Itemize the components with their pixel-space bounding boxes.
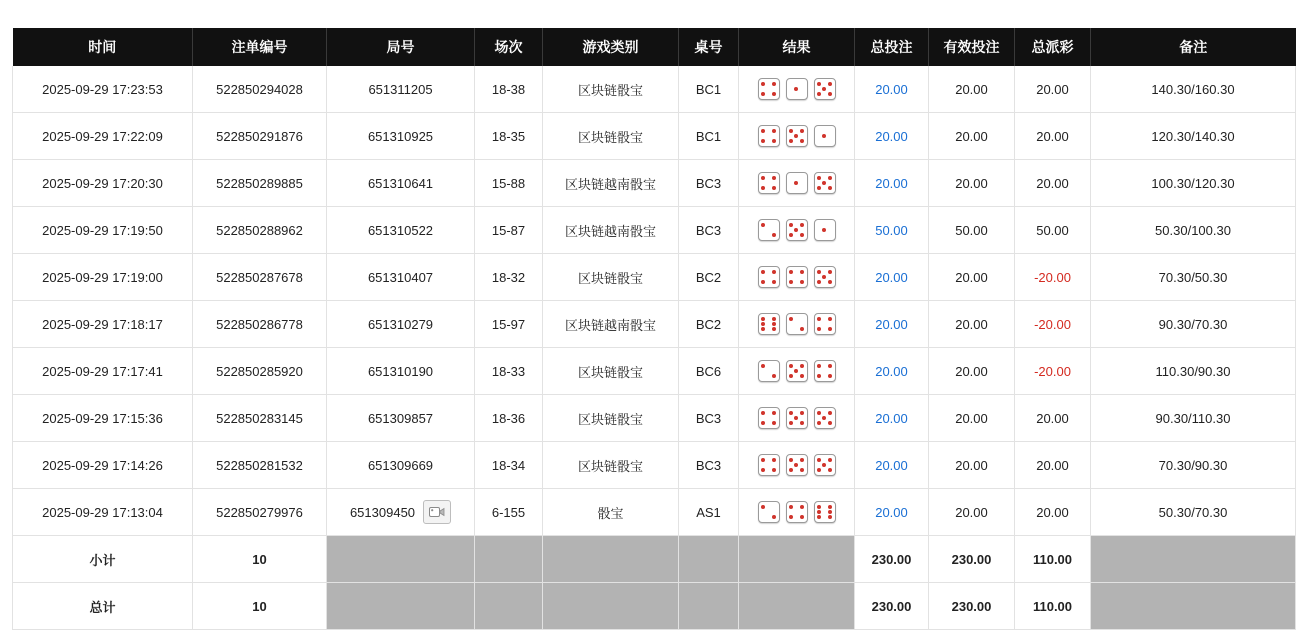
cell-round-no [327,348,475,395]
cell-total-bet [855,113,929,160]
die-face-4 [786,501,808,523]
cell-valid-bet: 20.00 [929,301,1015,348]
table-header-row [13,28,1296,66]
column-header-remark[interactable]: 备注 [1091,28,1296,66]
cell-game-type: 区块链骰宝 [543,348,679,395]
dice-group [743,172,850,194]
die-face-5 [786,125,808,147]
cell-total-bet [855,348,929,395]
cell-time: 2025-09-29 17:19:50 [13,207,193,254]
cell-remark: 70.30/90.30 [1091,442,1296,489]
column-header-time[interactable]: 时间 [13,28,193,66]
die-face-1 [786,172,808,194]
summary-blank-cell [543,536,679,583]
die-face-4 [758,125,780,147]
cell-result [739,348,855,395]
cell-session: 18-33 [475,348,543,395]
cell-total-bet [855,207,929,254]
cell-game-type: 区块链骰宝 [543,254,679,301]
cell-remark: 110.30/90.30 [1091,348,1296,395]
cell-valid-bet: 20.00 [929,254,1015,301]
cell-session: 15-88 [475,160,543,207]
die-face-1 [814,219,836,241]
cell-total-payout [1015,442,1091,489]
cell-total-payout [1015,489,1091,536]
cell-round-no [327,442,475,489]
cell-game-type: 区块链越南骰宝 [543,207,679,254]
cell-round-no [327,160,475,207]
cell-time: 2025-09-29 17:14:26 [13,442,193,489]
summary-blank-cell [543,583,679,630]
cell-total-bet [855,489,929,536]
cell-total-payout [1015,395,1091,442]
die-face-2 [786,313,808,335]
round-no-text: 651310279 [367,316,434,332]
dice-group [743,266,850,288]
die-face-4 [786,266,808,288]
video-icon[interactable] [423,500,451,524]
die-face-5 [814,454,836,476]
die-face-4 [758,407,780,429]
die-face-5 [814,407,836,429]
cell-bet-no: 522850291876 [193,113,327,160]
cell-remark: 50.30/100.30 [1091,207,1296,254]
summary-valid-bet: 230.00 [929,536,1015,583]
cell-result [739,160,855,207]
cell-table-no: BC3 [679,395,739,442]
summary-blank-cell [679,536,739,583]
column-header-session[interactable]: 场次 [475,28,543,66]
cell-session: 18-34 [475,442,543,489]
die-face-5 [786,407,808,429]
die-face-4 [758,78,780,100]
total-payout-value: -20.00 [1034,316,1071,332]
round-no-wrap [331,223,470,238]
summary-total-payout: 110.00 [1015,583,1091,630]
cell-total-payout [1015,301,1091,348]
cell-bet-no: 522850283145 [193,395,327,442]
die-face-5 [786,454,808,476]
dice-group [743,501,850,523]
total-payout-value: 20.00 [1036,504,1069,520]
cell-total-payout [1015,113,1091,160]
cell-total-bet [855,395,929,442]
round-no-text: 651310641 [367,175,434,191]
cell-time: 2025-09-29 17:15:36 [13,395,193,442]
total-bet-value: 20.00 [875,269,908,285]
table-row [13,442,1296,489]
cell-total-payout [1015,348,1091,395]
die-face-1 [786,78,808,100]
cell-time: 2025-09-29 17:20:30 [13,160,193,207]
die-face-4 [758,266,780,288]
dice-group [743,360,850,382]
cell-session: 18-32 [475,254,543,301]
total-bet-value: 20.00 [875,363,908,379]
cell-session: 18-38 [475,66,543,113]
cell-valid-bet: 50.00 [929,207,1015,254]
round-no-wrap [331,411,470,426]
die-face-2 [758,501,780,523]
cell-total-payout [1015,207,1091,254]
summary-valid-bet: 230.00 [929,583,1015,630]
summary-count: 10 [193,536,327,583]
cell-result [739,489,855,536]
summary-count: 10 [193,583,327,630]
cell-game-type: 区块链越南骰宝 [543,160,679,207]
summary-blank-cell [679,583,739,630]
total-payout-value: 20.00 [1036,175,1069,191]
round-no-text: 651310190 [367,363,434,379]
table-row [13,301,1296,348]
cell-bet-no: 522850288962 [193,207,327,254]
table-row [13,395,1296,442]
total-bet-value: 20.00 [875,504,908,520]
cell-total-payout [1015,254,1091,301]
cell-total-bet [855,301,929,348]
cell-game-type: 骰宝 [543,489,679,536]
cell-bet-no: 522850279976 [193,489,327,536]
summary-blank-cell [1091,536,1296,583]
cell-table-no: BC3 [679,160,739,207]
cell-total-bet [855,66,929,113]
table-row [13,160,1296,207]
cell-round-no [327,113,475,160]
round-no-wrap [331,458,470,473]
cell-session: 15-97 [475,301,543,348]
cell-table-no: BC3 [679,442,739,489]
table-row [13,489,1296,536]
cell-remark: 90.30/70.30 [1091,301,1296,348]
dice-group [743,125,850,147]
die-face-5 [814,266,836,288]
cell-total-payout [1015,160,1091,207]
table-row [13,66,1296,113]
dice-group [743,78,850,100]
die-face-5 [814,172,836,194]
summary-total-bet: 230.00 [855,536,929,583]
cell-remark: 120.30/140.30 [1091,113,1296,160]
cell-bet-no: 522850289885 [193,160,327,207]
table-body [13,66,1296,630]
cell-bet-no: 522850287678 [193,254,327,301]
summary-blank-cell [475,583,543,630]
column-header-game_type[interactable]: 游戏类别 [543,28,679,66]
cell-round-no [327,207,475,254]
round-no-text: 651309450 [349,504,416,520]
cell-game-type: 区块链骰宝 [543,113,679,160]
cell-session: 18-35 [475,113,543,160]
cell-result [739,113,855,160]
round-no-wrap [331,500,470,524]
round-no-text: 651310522 [367,222,434,238]
cell-result [739,395,855,442]
cell-time: 2025-09-29 17:23:53 [13,66,193,113]
summary-blank-cell [327,536,475,583]
summary-total-bet: 230.00 [855,583,929,630]
total-payout-value: -20.00 [1034,269,1071,285]
die-face-2 [758,219,780,241]
total-bet-value: 50.00 [875,222,908,238]
cell-game-type: 区块链骰宝 [543,442,679,489]
die-face-4 [814,360,836,382]
summary-blank-cell [1091,583,1296,630]
die-face-4 [814,313,836,335]
total-payout-value: 20.00 [1036,128,1069,144]
total-bet-value: 20.00 [875,457,908,473]
cell-bet-no: 522850294028 [193,66,327,113]
dice-group [743,454,850,476]
cell-result [739,207,855,254]
round-no-wrap [331,270,470,285]
cell-time: 2025-09-29 17:19:00 [13,254,193,301]
die-face-6 [758,313,780,335]
column-header-round_no[interactable]: 局号 [327,28,475,66]
cell-time: 2025-09-29 17:17:41 [13,348,193,395]
cell-result [739,301,855,348]
cell-round-no [327,254,475,301]
summary-blank-cell [475,536,543,583]
column-header-valid_bet[interactable]: 有效投注 [929,28,1015,66]
cell-valid-bet: 20.00 [929,442,1015,489]
column-header-result[interactable]: 结果 [739,28,855,66]
total-bet-value: 20.00 [875,128,908,144]
cell-round-no [327,395,475,442]
cell-time: 2025-09-29 17:18:17 [13,301,193,348]
cell-result [739,442,855,489]
cell-valid-bet: 20.00 [929,395,1015,442]
cell-result [739,66,855,113]
cell-table-no: BC2 [679,301,739,348]
dice-group [743,407,850,429]
cell-session: 15-87 [475,207,543,254]
die-face-4 [758,172,780,194]
die-face-4 [758,454,780,476]
cell-remark: 140.30/160.30 [1091,66,1296,113]
cell-remark: 100.30/120.30 [1091,160,1296,207]
cell-table-no: AS1 [679,489,739,536]
total-payout-value: 20.00 [1036,457,1069,473]
cell-table-no: BC1 [679,66,739,113]
column-header-bet_no[interactable]: 注单编号 [193,28,327,66]
column-header-total_payout[interactable]: 总派彩 [1015,28,1091,66]
die-face-5 [786,219,808,241]
cell-table-no: BC1 [679,113,739,160]
cell-total-bet [855,160,929,207]
round-no-wrap [331,82,470,97]
table-header [13,28,1296,66]
cell-session: 18-36 [475,395,543,442]
total-bet-value: 20.00 [875,316,908,332]
round-no-text: 651311205 [368,81,433,97]
die-face-2 [758,360,780,382]
round-no-wrap [331,176,470,191]
total-payout-value: 20.00 [1036,81,1069,97]
bet-history-table [12,28,1296,630]
cell-result [739,254,855,301]
dice-group [743,313,850,335]
cell-valid-bet: 20.00 [929,113,1015,160]
cell-total-bet [855,442,929,489]
cell-remark: 70.30/50.30 [1091,254,1296,301]
total-payout-value: -20.00 [1034,363,1071,379]
cell-remark: 50.30/70.30 [1091,489,1296,536]
total-bet-value: 20.00 [875,410,908,426]
cell-round-no [327,66,475,113]
cell-table-no: BC6 [679,348,739,395]
cell-valid-bet: 20.00 [929,489,1015,536]
summary-label: 小计 [13,536,193,583]
cell-table-no: BC2 [679,254,739,301]
cell-remark: 90.30/110.30 [1091,395,1296,442]
cell-valid-bet: 20.00 [929,348,1015,395]
cell-total-bet [855,254,929,301]
cell-valid-bet: 20.00 [929,160,1015,207]
cell-bet-no: 522850286778 [193,301,327,348]
cell-game-type: 区块链越南骰宝 [543,301,679,348]
cell-round-no [327,301,475,348]
column-header-total_bet[interactable]: 总投注 [855,28,929,66]
summary-total-payout: 110.00 [1015,536,1091,583]
round-no-text: 651309857 [367,410,434,426]
die-face-5 [786,360,808,382]
cell-bet-no: 522850281532 [193,442,327,489]
summary-row [13,583,1296,630]
die-face-6 [814,501,836,523]
column-header-table_no[interactable]: 桌号 [679,28,739,66]
dice-group [743,219,850,241]
cell-time: 2025-09-29 17:22:09 [13,113,193,160]
table-row [13,254,1296,301]
round-no-text: 651310407 [367,269,434,285]
round-no-wrap [331,129,470,144]
table-row [13,207,1296,254]
die-face-1 [814,125,836,147]
summary-blank-cell [739,536,855,583]
summary-label: 总计 [13,583,193,630]
table-row [13,348,1296,395]
total-payout-value: 50.00 [1036,222,1069,238]
total-bet-value: 20.00 [875,175,908,191]
cell-round-no [327,489,475,536]
cell-valid-bet: 20.00 [929,66,1015,113]
round-no-wrap [331,364,470,379]
cell-total-payout [1015,66,1091,113]
table-row [13,113,1296,160]
cell-table-no: BC3 [679,207,739,254]
round-no-text: 651309669 [367,457,434,473]
summary-blank-cell [739,583,855,630]
cell-bet-no: 522850285920 [193,348,327,395]
round-no-text: 651310925 [367,128,434,144]
cell-game-type: 区块链骰宝 [543,66,679,113]
total-bet-value: 20.00 [875,81,908,97]
summary-blank-cell [327,583,475,630]
cell-time: 2025-09-29 17:13:04 [13,489,193,536]
summary-row [13,536,1296,583]
cell-session: 6-155 [475,489,543,536]
die-face-5 [814,78,836,100]
cell-game-type: 区块链骰宝 [543,395,679,442]
round-no-wrap [331,317,470,332]
total-payout-value: 20.00 [1036,410,1069,426]
